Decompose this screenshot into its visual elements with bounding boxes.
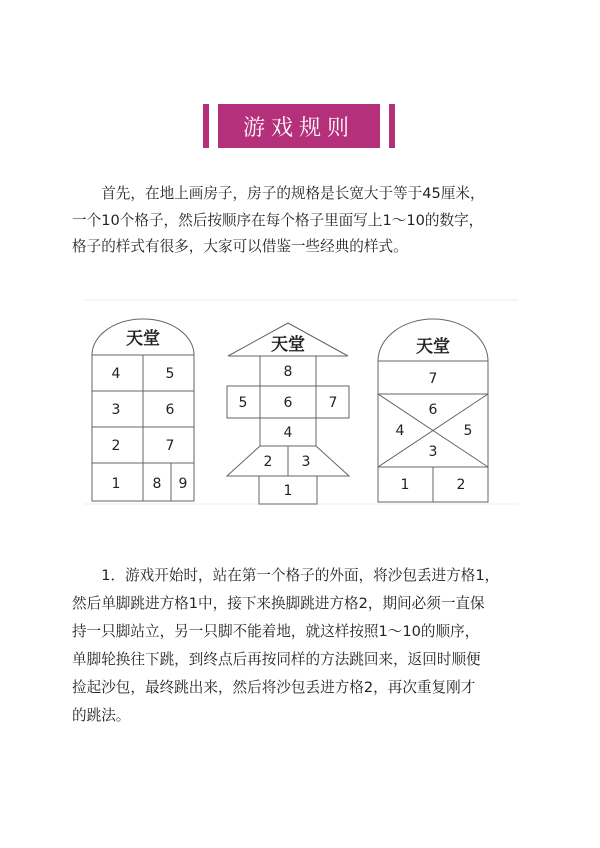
- cell-label: 4: [395, 423, 405, 439]
- cell-label: 2: [456, 477, 466, 493]
- cell-label: 7: [165, 438, 175, 454]
- cell-label: 1: [400, 477, 410, 493]
- cell-label: 3: [301, 454, 311, 470]
- step-line: 然后单脚跳进方格1中，接下来换脚跳进方格2，期间必须一直保: [72, 595, 485, 612]
- cell-label: 3: [111, 402, 121, 418]
- heaven-label: 天堂: [126, 329, 160, 349]
- cell-label: 7: [428, 371, 438, 387]
- cell-label: 6: [283, 395, 293, 411]
- cell-label: 6: [165, 402, 175, 418]
- cell-label: 7: [328, 395, 338, 411]
- cell-label: 3: [428, 444, 438, 460]
- heaven-label: 天堂: [416, 337, 450, 357]
- step-line: 的跳法。: [72, 707, 131, 724]
- cell-label: 2: [111, 438, 121, 454]
- cell-label: 4: [283, 425, 293, 441]
- intro-line: 首先，在地上画房子，房子的规格是长宽大于等于45厘米，: [72, 185, 485, 202]
- title-text: 游戏规则: [218, 104, 380, 148]
- cell-label: 5: [463, 423, 473, 439]
- cell-label: 4: [111, 366, 121, 382]
- step-line: 捡起沙包，最终跳出来，然后将沙包丢进方格2，再次重复刚才: [72, 679, 476, 696]
- intro-line: 格子的样式有很多，大家可以借鉴一些经典的样式。: [72, 238, 408, 256]
- step-1-paragraph: [72, 562, 542, 730]
- step-line: 持一只脚站立，另一只脚不能着地，就这样按照1～10的顺序，: [72, 623, 480, 640]
- step-line: 1．游戏开始时，站在第一个格子的外面，将沙包丢进方格1，: [72, 567, 500, 584]
- cell-label: 1: [111, 476, 121, 492]
- cell-label: 5: [165, 366, 175, 382]
- cell-label: 6: [428, 402, 438, 418]
- cell-label: 8: [283, 364, 293, 380]
- cell-label: 5: [238, 395, 248, 411]
- cell-label: 1: [283, 483, 293, 499]
- cell-label: 8: [152, 476, 162, 492]
- heaven-label: 天堂: [271, 335, 305, 355]
- cell-label: 9: [178, 476, 188, 492]
- step-line: 单脚轮换往下跳，到终点后再按同样的方法跳回来，返回时顺便: [72, 651, 481, 668]
- intro-line: 一个10个格子，然后按顺序在每个格子里面写上1～10的数字，: [72, 211, 484, 229]
- cell-label: 2: [263, 454, 273, 470]
